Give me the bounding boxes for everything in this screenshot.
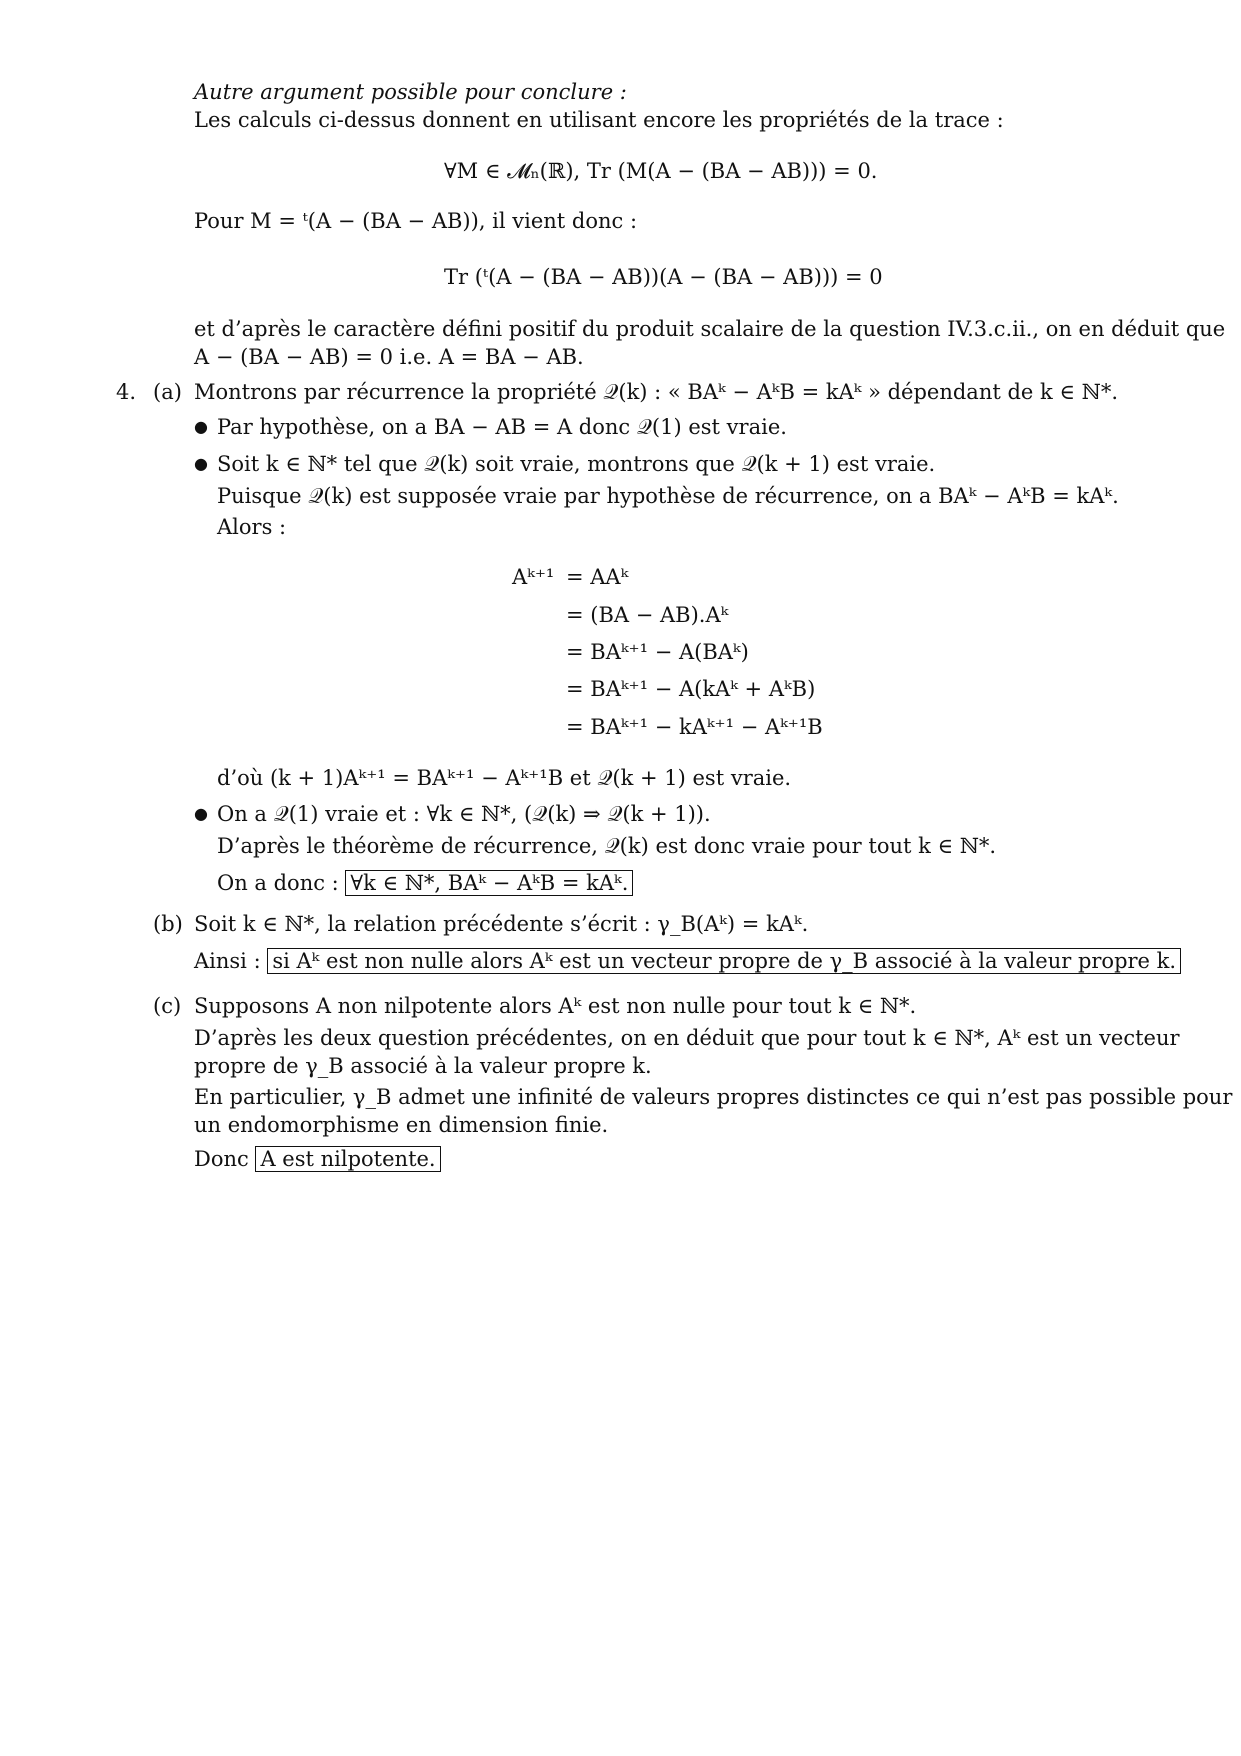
part-c-prefix: Donc [194, 1147, 249, 1171]
intro-line-3: et d’après le caractère défini positif du produit scalaire de la question IV.3.c.ii., on en déduit que [194, 317, 1226, 341]
calc-row: = BAᵏ⁺¹ − A(BAᵏ) [566, 640, 749, 664]
bullet-2-line-2: Puisque 𝒬(k) est supposée vraie par hypothèse de récurrence, on a BAᵏ − AᵏB = kAᵏ. [217, 484, 1119, 508]
intro-line-1: Les calculs ci-dessus donnent en utilisant encore les propriétés de la trace : [194, 108, 1004, 132]
part-c-line-5: un endomorphisme en dimension finie. [194, 1113, 609, 1137]
intro-line-2: Pour M = ᵗ(A − (BA − AB)), il vient donc : [194, 209, 638, 233]
part-c-line-3: propre de γ_B associé à la valeur propre k. [194, 1054, 652, 1078]
part-b-line-1: Soit k ∈ ℕ*, la relation précédente s’écrit : γ_B(Aᵏ) = kAᵏ. [194, 912, 809, 936]
bullet-dot: ● [194, 454, 208, 473]
part-a-label: (a) [153, 380, 182, 404]
intro-line-4: A − (BA − AB) = 0 i.e. A = BA − AB. [194, 345, 584, 369]
part-b-prefix: Ainsi : [194, 949, 261, 973]
part-c-label: (c) [153, 994, 182, 1018]
equation-trace-transpose: Tr (ᵗ(A − (BA − AB))(A − (BA − AB))) = 0 [444, 265, 883, 289]
boxed-result-a: ∀k ∈ ℕ*, BAᵏ − AᵏB = kAᵏ. [345, 870, 633, 896]
part-c-line-2: D’après les deux question précédentes, on en déduit que pour tout k ∈ ℕ*, Aᵏ est un vecteur [194, 1026, 1180, 1050]
bullet-3-line-1: On a 𝒬(1) vraie et : ∀k ∈ ℕ*, (𝒬(k) ⇒ 𝒬(k + 1)). [217, 802, 711, 826]
question-number: 4. [116, 380, 137, 404]
bullet-dot: ● [194, 804, 208, 823]
bullet-3-line-2: D’après le théorème de récurrence, 𝒬(k) est donc vraie pour tout k ∈ ℕ*. [217, 834, 997, 858]
calc-row: = BAᵏ⁺¹ − A(kAᵏ + AᵏB) [566, 677, 816, 701]
calc-row: = BAᵏ⁺¹ − kAᵏ⁺¹ − Aᵏ⁺¹B [566, 715, 823, 739]
part-c-line-4: En particulier, γ_B admet une infinité de valeurs propres distinctes ce qui n’est pas possible pour [194, 1085, 1233, 1109]
bullet-3-prefix: On a donc : [217, 871, 339, 895]
bullet-2-line-3: Alors : [217, 515, 287, 539]
boxed-result-b: si Aᵏ est non nulle alors Aᵏ est un vecteur propre de γ_B associé à la valeur propre k. [267, 948, 1181, 974]
calc-row: = (BA − AB).Aᵏ [566, 603, 729, 627]
bullet-1-text: Par hypothèse, on a BA − AB = A donc 𝒬(1) est vraie. [217, 415, 787, 439]
bullet-3-line-3 [217, 869, 633, 897]
bullet-2-line-4: d’où (k + 1)Aᵏ⁺¹ = BAᵏ⁺¹ − Aᵏ⁺¹B et 𝒬(k + 1) est vraie. [217, 766, 792, 790]
equation-trace-zero: ∀M ∈ 𝓜ₙ(ℝ), Tr (M(A − (BA − AB))) = 0. [444, 159, 878, 183]
bullet-dot: ● [194, 417, 208, 436]
part-a-statement: Montrons par récurrence la propriété 𝒬(k) : « BAᵏ − AᵏB = kAᵏ » dépendant de k ∈ ℕ*. [194, 380, 1118, 404]
calc-row: = AAᵏ [566, 565, 629, 589]
part-b-label: (b) [153, 912, 183, 936]
part-c-line-6 [194, 1145, 441, 1173]
intro-heading: Autre argument possible pour conclure : [194, 80, 627, 104]
bullet-2-line-1: Soit k ∈ ℕ* tel que 𝒬(k) soit vraie, montrons que 𝒬(k + 1) est vraie. [217, 452, 936, 476]
calc-lhs: Aᵏ⁺¹ [512, 565, 555, 589]
part-c-line-1: Supposons A non nilpotente alors Aᵏ est non nulle pour tout k ∈ ℕ*. [194, 994, 917, 1018]
boxed-result-c: A est nilpotente. [255, 1146, 440, 1172]
part-b-line-2 [194, 947, 1181, 975]
